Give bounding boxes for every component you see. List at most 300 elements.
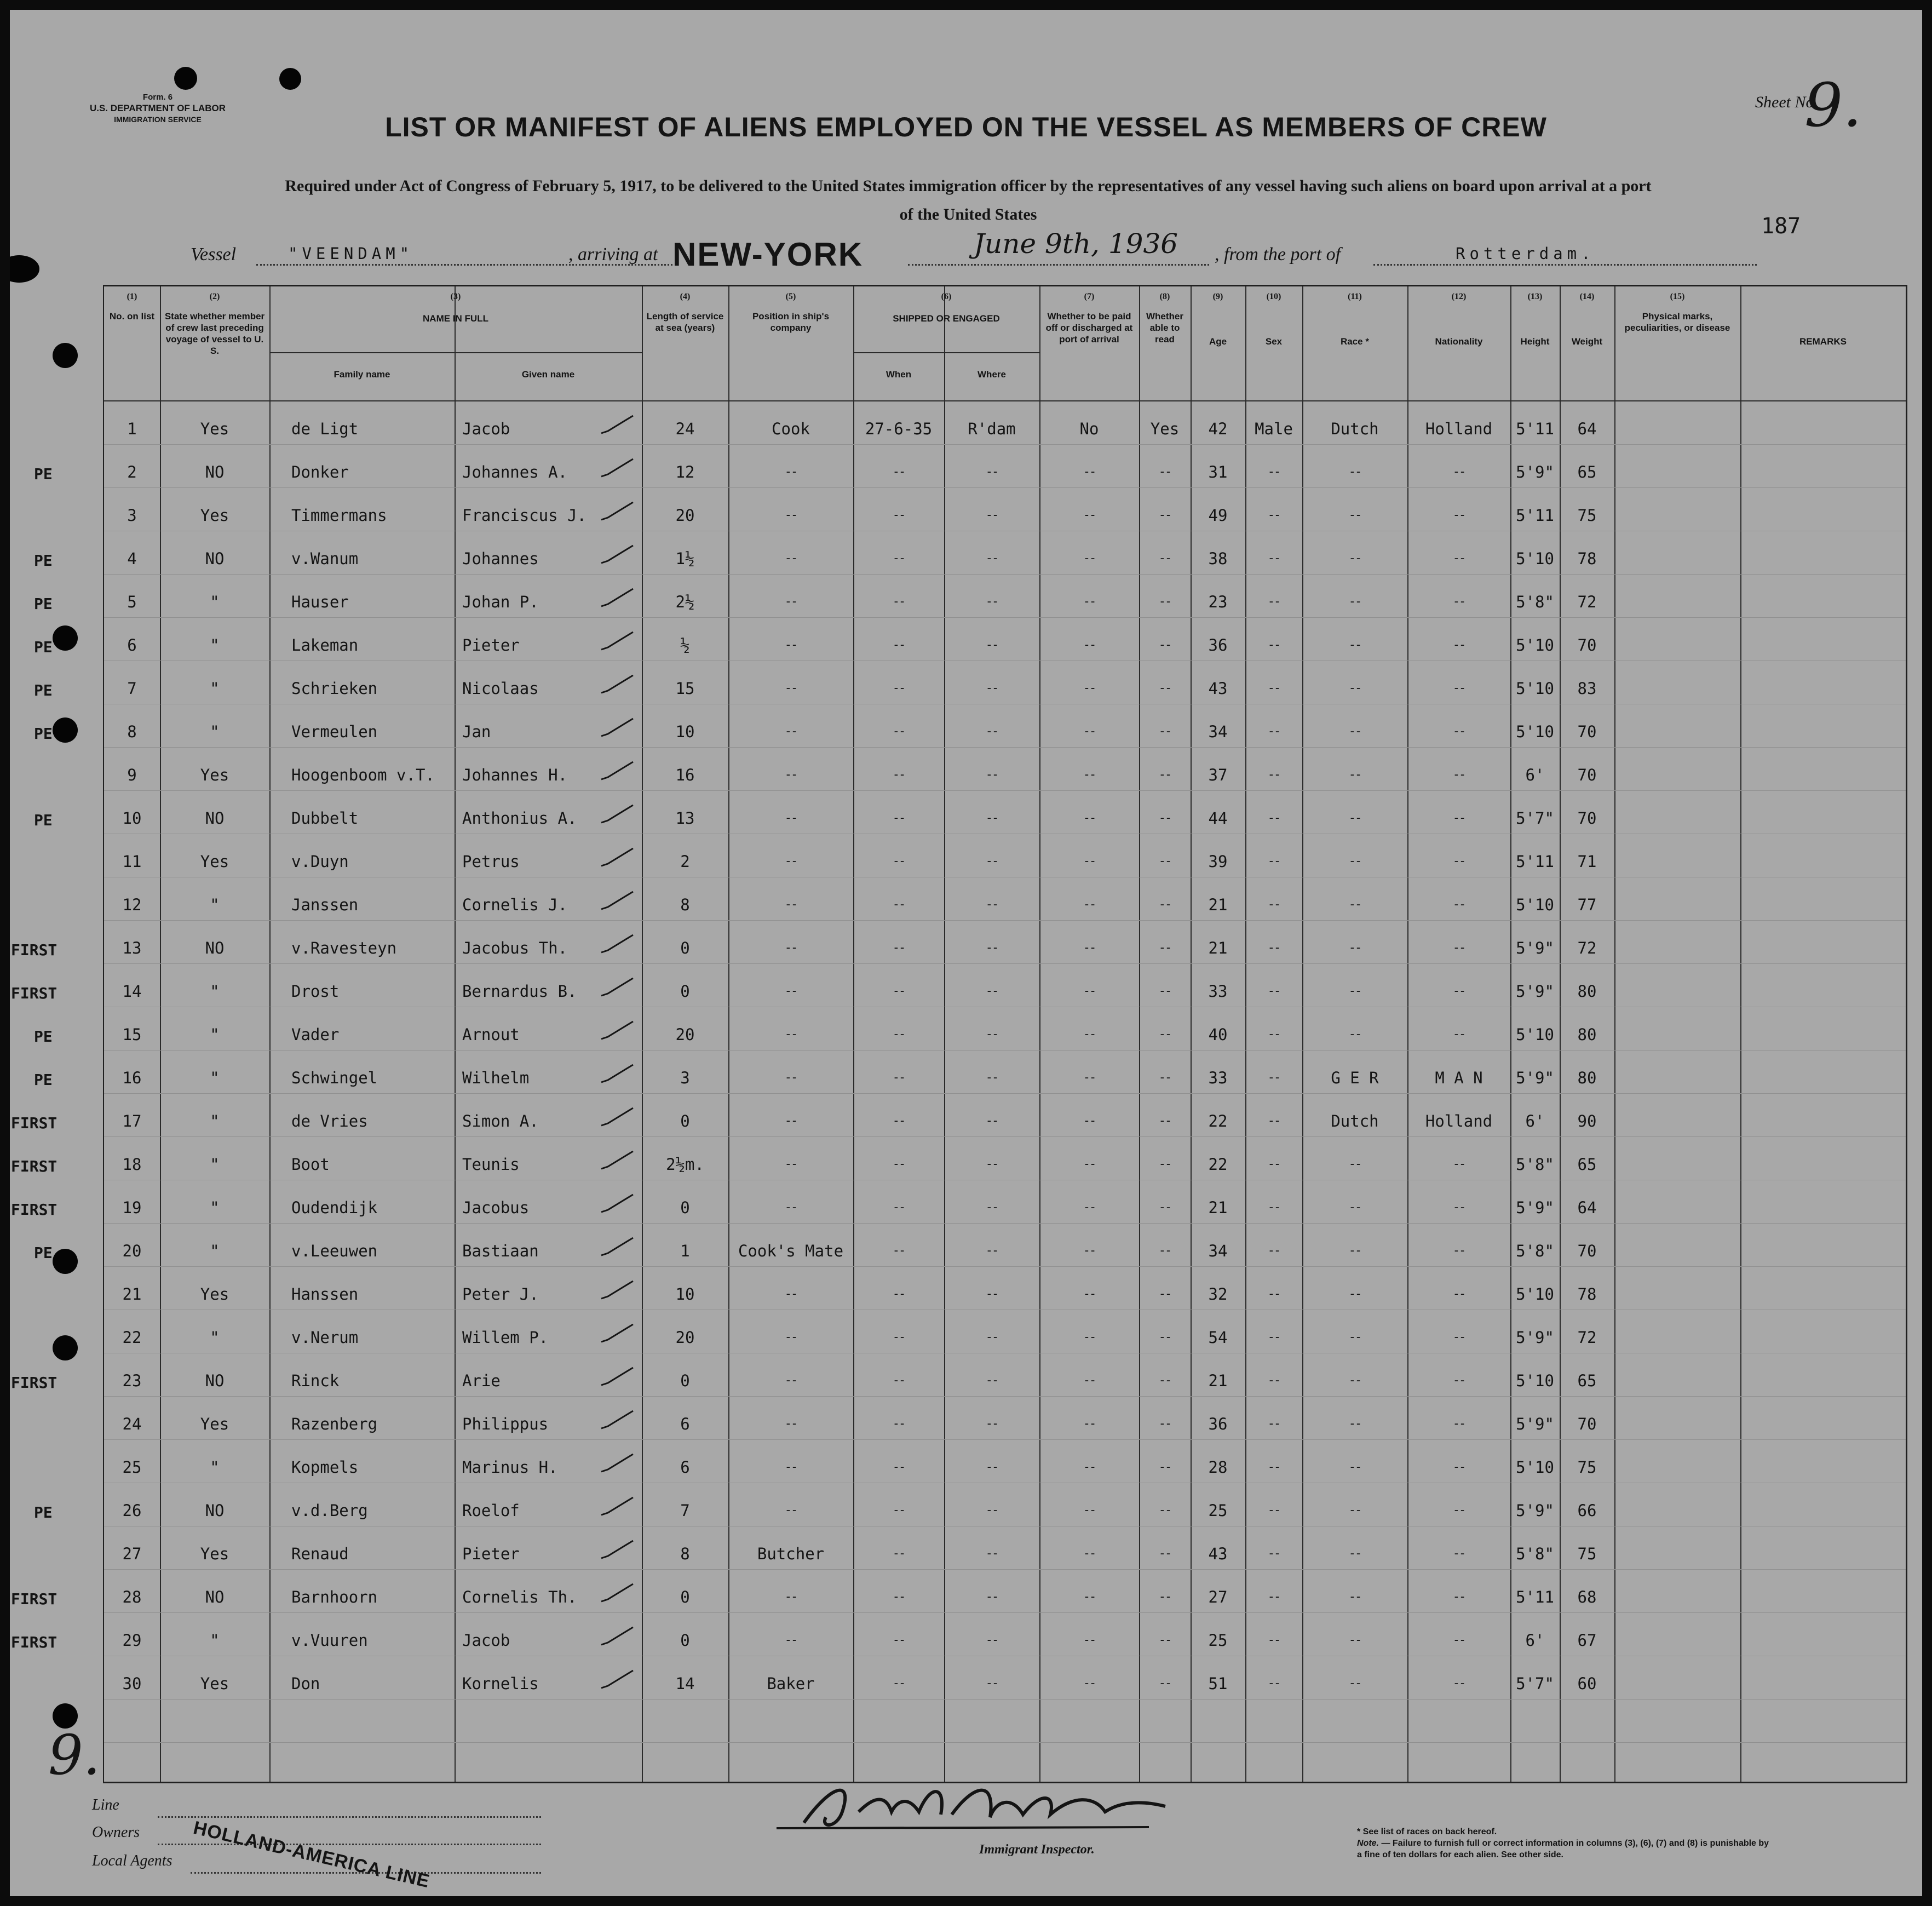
cell-position: -- — [784, 508, 797, 522]
cell-when: -- — [892, 811, 905, 825]
row-annotation: PE — [34, 725, 53, 743]
cell-given: Franciscus J. — [462, 506, 586, 525]
cell-no: 23 — [122, 1371, 142, 1390]
cell-nationality: -- — [1452, 1677, 1465, 1690]
cell-race: -- — [1348, 1547, 1361, 1560]
cell-given: Jan — [462, 722, 491, 741]
cell-nationality: M A N — [1435, 1069, 1483, 1087]
cell-no: 4 — [127, 549, 137, 568]
cell-family: Barnhoorn — [291, 1588, 378, 1606]
inspector-label: Immigrant Inspector. — [979, 1842, 1095, 1857]
cell-paid: -- — [1083, 681, 1096, 695]
cell-no: 30 — [122, 1674, 142, 1693]
cell-race: -- — [1348, 1374, 1361, 1387]
cell-no: 11 — [122, 852, 142, 871]
cell-race: -- — [1348, 1157, 1361, 1171]
cell-service: ½ — [680, 636, 690, 655]
cell-read: -- — [1158, 1114, 1171, 1128]
check-mark-icon — [598, 847, 636, 869]
cell-where: -- — [985, 1027, 998, 1041]
stamp-number: 187 — [1761, 214, 1801, 239]
cell-read: -- — [1158, 811, 1171, 825]
check-mark-icon — [598, 977, 636, 999]
cell-position: -- — [784, 595, 797, 608]
cell-sex: -- — [1267, 1157, 1280, 1171]
column-label: Height — [1520, 336, 1550, 347]
cell-age: 27 — [1208, 1588, 1228, 1606]
cell-race: Dutch — [1331, 420, 1379, 438]
cell-age: 51 — [1208, 1674, 1228, 1693]
cell-sex: -- — [1267, 725, 1280, 738]
cell-service: 0 — [680, 982, 690, 1001]
cell-family: v.Leeuwen — [291, 1242, 378, 1260]
column-label: Age — [1209, 336, 1227, 347]
cell-sex: -- — [1267, 465, 1280, 479]
cell-given: Kornelis — [462, 1674, 539, 1693]
cell-where: -- — [985, 854, 998, 868]
cell-nationality: -- — [1452, 1417, 1465, 1431]
cell-service: 3 — [680, 1069, 690, 1087]
cell-paid: -- — [1083, 1590, 1096, 1604]
cell-age: 32 — [1208, 1285, 1228, 1304]
cell-when: -- — [892, 898, 905, 911]
row-annotation: FIRST — [11, 984, 58, 1002]
cell-family: Lakeman — [291, 636, 359, 655]
cell-nationality: -- — [1452, 725, 1465, 738]
column-divider — [1614, 286, 1615, 1782]
cell-family: Schrieken — [291, 679, 378, 698]
cell-age: 38 — [1208, 549, 1228, 568]
cell-given: Simon A. — [462, 1112, 539, 1130]
column-number: (6) — [941, 292, 952, 301]
cell-race: -- — [1348, 1027, 1361, 1041]
column-number: (12) — [1451, 292, 1467, 301]
cell-age: 33 — [1208, 982, 1228, 1001]
cell-height: 5'10 — [1516, 549, 1554, 568]
page-title: LIST OR MANIFEST OF ALIENS EMPLOYED ON THE VESSEL AS MEMBERS OF CREW — [385, 112, 1547, 142]
cell-when: -- — [892, 1201, 905, 1214]
cell-read: -- — [1158, 725, 1171, 738]
cell-position: -- — [784, 1460, 797, 1474]
cell-where: -- — [985, 1330, 998, 1344]
check-mark-icon — [598, 1626, 636, 1648]
cell-paid: -- — [1083, 1677, 1096, 1690]
cell-height: 5'8" — [1516, 1545, 1554, 1563]
cell-sex: -- — [1267, 1677, 1280, 1690]
cell-paid: -- — [1083, 1071, 1096, 1084]
check-mark-icon — [598, 1150, 636, 1172]
cell-where: -- — [985, 898, 998, 911]
cell-race: -- — [1348, 1590, 1361, 1604]
cell-service: 10 — [675, 1285, 695, 1304]
cell-when: -- — [892, 681, 905, 695]
cell-sex: Male — [1255, 420, 1293, 438]
vessel-label: Vessel — [191, 244, 237, 265]
cell-nationality: -- — [1452, 552, 1465, 565]
cell-weight: 70 — [1577, 766, 1597, 784]
crew-table — [11, 285, 1907, 1783]
cell-sex: -- — [1267, 811, 1280, 825]
cell-race: -- — [1348, 1633, 1361, 1647]
cell-age: 36 — [1208, 636, 1228, 655]
subheader-family: Family name — [334, 369, 390, 380]
row-guide-line — [104, 920, 1906, 921]
cell-family: Renaud — [291, 1545, 349, 1563]
cell-sex: -- — [1267, 898, 1280, 911]
cell-given: Cornelis J. — [462, 895, 568, 914]
cell-service: 2 — [680, 852, 690, 871]
cell-race: -- — [1348, 465, 1361, 479]
column-label: Sex — [1265, 336, 1283, 347]
cell-nationality: -- — [1452, 1460, 1465, 1474]
cell-read: -- — [1158, 1417, 1171, 1431]
cell-nationality: -- — [1452, 854, 1465, 868]
check-mark-icon — [598, 891, 636, 912]
cell-given: Arnout — [462, 1025, 520, 1044]
row-guide-line — [104, 444, 1906, 445]
cell-position: -- — [784, 984, 797, 998]
cell-age: 21 — [1208, 895, 1228, 914]
cell-position: -- — [784, 1417, 797, 1431]
cell-race: -- — [1348, 1677, 1361, 1690]
cell-given: Willem P. — [462, 1328, 549, 1347]
cell-age: 39 — [1208, 852, 1228, 871]
column-number: (15) — [1670, 292, 1685, 301]
cell-height: 6' — [1525, 1631, 1545, 1650]
cell-prev: NO — [205, 939, 225, 957]
cell-nationality: -- — [1452, 1027, 1465, 1041]
cell-no: 7 — [127, 679, 137, 698]
manifest-sheet — [10, 10, 1922, 1896]
cell-weight: 80 — [1577, 982, 1597, 1001]
column-number: (7) — [1084, 292, 1095, 301]
check-mark-icon — [598, 1280, 636, 1302]
row-guide-line — [104, 1266, 1906, 1267]
cell-nationality: -- — [1452, 1374, 1465, 1387]
subheader-divider — [104, 400, 1906, 401]
cell-when: -- — [892, 1071, 905, 1084]
cell-read: -- — [1158, 552, 1171, 565]
check-mark-icon — [598, 1410, 636, 1432]
row-guide-line — [104, 1569, 1906, 1570]
cell-height: 5'9" — [1516, 982, 1554, 1001]
cell-read: -- — [1158, 1503, 1171, 1517]
cell-sex: -- — [1267, 1201, 1280, 1214]
cell-read: -- — [1158, 681, 1171, 695]
cell-age: 40 — [1208, 1025, 1228, 1044]
cell-sex: -- — [1267, 1027, 1280, 1041]
cell-read: -- — [1158, 1330, 1171, 1344]
cell-when: -- — [892, 1114, 905, 1128]
cell-read: -- — [1158, 1157, 1171, 1171]
check-mark-icon — [598, 717, 636, 739]
cell-where: R'dam — [968, 420, 1016, 438]
cell-nationality: -- — [1452, 595, 1465, 608]
cell-where: -- — [985, 768, 998, 782]
cell-position: Cook's Mate — [738, 1242, 844, 1260]
note-label: Note. — [1357, 1839, 1379, 1848]
cell-nationality: -- — [1452, 898, 1465, 911]
column-label: SHIPPED OR ENGAGED — [893, 313, 1000, 324]
column-label: Length of service at sea (years) — [646, 311, 724, 333]
cell-height: 5'10 — [1516, 1458, 1554, 1477]
cell-no: 14 — [122, 982, 142, 1001]
vessel-name: "VEENDAM" — [288, 244, 414, 263]
cell-where: -- — [985, 1287, 998, 1301]
check-mark-icon — [598, 1540, 636, 1561]
cell-when: -- — [892, 768, 905, 782]
cell-age: 36 — [1208, 1415, 1228, 1433]
cell-position: Cook — [772, 420, 810, 438]
department-name: U.S. DEPARTMENT OF LABOR — [89, 103, 226, 113]
punch-hole — [53, 343, 78, 368]
cell-read: -- — [1158, 595, 1171, 608]
cell-position: -- — [784, 1287, 797, 1301]
cell-prev: Yes — [200, 506, 229, 525]
cell-where: -- — [985, 1677, 998, 1690]
cell-sex: -- — [1267, 1330, 1280, 1344]
cell-age: 21 — [1208, 939, 1228, 957]
check-mark-icon — [598, 588, 636, 610]
cell-paid: No — [1079, 420, 1099, 438]
row-annotation: PE — [34, 681, 53, 699]
cell-paid: -- — [1083, 1503, 1096, 1517]
cell-given: Arie — [462, 1371, 501, 1390]
cell-weight: 68 — [1577, 1588, 1597, 1606]
cell-age: 25 — [1208, 1501, 1228, 1520]
cell-paid: -- — [1083, 1460, 1096, 1474]
cell-family: Kopmels — [291, 1458, 359, 1477]
cell-prev: NO — [205, 549, 225, 568]
cell-service: 6 — [680, 1458, 690, 1477]
column-number: (4) — [680, 292, 691, 301]
cell-read: -- — [1158, 854, 1171, 868]
check-mark-icon — [598, 674, 636, 696]
row-annotation: PE — [34, 1503, 53, 1522]
cell-read: -- — [1158, 1590, 1171, 1604]
cell-when: -- — [892, 1460, 905, 1474]
cell-weight: 64 — [1577, 420, 1597, 438]
cell-service: 6 — [680, 1415, 690, 1433]
cell-race: -- — [1348, 508, 1361, 522]
cell-when: -- — [892, 595, 905, 608]
row-annotation: PE — [34, 1071, 53, 1089]
check-mark-icon — [598, 415, 636, 437]
cell-sex: -- — [1267, 1244, 1280, 1258]
cell-service: 0 — [680, 1371, 690, 1390]
inspector-signature — [766, 1763, 1182, 1834]
cell-weight: 75 — [1577, 1458, 1597, 1477]
cell-prev: " — [210, 1025, 220, 1044]
row-guide-line — [104, 1223, 1906, 1224]
cell-read: -- — [1158, 1244, 1171, 1258]
column-number: (10) — [1266, 292, 1281, 301]
cell-given: Johannes — [462, 549, 539, 568]
cell-read: -- — [1158, 1287, 1171, 1301]
cell-no: 12 — [122, 895, 142, 914]
cell-read: -- — [1158, 465, 1171, 479]
cell-race: -- — [1348, 768, 1361, 782]
cell-read: -- — [1158, 1027, 1171, 1041]
cell-paid: -- — [1083, 725, 1096, 738]
cell-service: 20 — [675, 1025, 695, 1044]
sheet-number: 9. — [1804, 70, 1862, 140]
cell-when: -- — [892, 1677, 905, 1690]
arriving-label: , arriving at — [568, 244, 658, 265]
cell-given: Jacob — [462, 1631, 510, 1650]
cell-where: -- — [985, 984, 998, 998]
cell-sex: -- — [1267, 1547, 1280, 1560]
cell-paid: -- — [1083, 552, 1096, 565]
cell-position: -- — [784, 1114, 797, 1128]
row-annotation: PE — [34, 638, 53, 656]
cell-position: Butcher — [757, 1545, 825, 1563]
cell-given: Bastiaan — [462, 1242, 539, 1260]
cell-position: -- — [784, 1157, 797, 1171]
cell-weight: 66 — [1577, 1501, 1597, 1520]
cell-position: -- — [784, 1503, 797, 1517]
cell-paid: -- — [1083, 595, 1096, 608]
cell-service: 16 — [675, 766, 695, 784]
cell-family: Hoogenboom v.T. — [291, 766, 435, 784]
cell-service: 0 — [680, 1198, 690, 1217]
cell-given: Johan P. — [462, 593, 539, 611]
check-mark-icon — [598, 501, 636, 523]
cell-height: 5'9" — [1516, 1328, 1554, 1347]
cell-no: 13 — [122, 939, 142, 957]
cell-when: -- — [892, 1287, 905, 1301]
punch-hole — [10, 255, 39, 283]
cell-nationality: -- — [1452, 984, 1465, 998]
cell-service: 1½ — [675, 549, 695, 568]
line-stamp: HOLLAND-AMERICA LINE — [191, 1817, 432, 1892]
cell-where: -- — [985, 1114, 998, 1128]
cell-race: -- — [1348, 854, 1361, 868]
cell-height: 5'7" — [1516, 809, 1554, 828]
cell-family: Rinck — [291, 1371, 340, 1390]
cell-service: 0 — [680, 1112, 690, 1130]
arrival-port: NEW-YORK — [672, 236, 864, 273]
cell-weight: 70 — [1577, 809, 1597, 828]
cell-when: -- — [892, 1417, 905, 1431]
cell-family: Schwingel — [291, 1069, 378, 1087]
cell-family: Vader — [291, 1025, 340, 1044]
cell-when: -- — [892, 1547, 905, 1560]
cell-family: Janssen — [291, 895, 359, 914]
cell-weight: 60 — [1577, 1674, 1597, 1693]
cell-height: 5'10 — [1516, 679, 1554, 698]
line-label: Line — [92, 1796, 119, 1813]
cell-weight: 70 — [1577, 636, 1597, 655]
cell-read: -- — [1158, 1677, 1171, 1690]
cell-given: Johannes A. — [462, 463, 568, 481]
cell-nationality: -- — [1452, 1590, 1465, 1604]
cell-where: -- — [985, 508, 998, 522]
cell-nationality: -- — [1452, 508, 1465, 522]
cell-where: -- — [985, 552, 998, 565]
cell-race: -- — [1348, 1417, 1361, 1431]
cell-paid: -- — [1083, 1244, 1096, 1258]
cell-given: Nicolaas — [462, 679, 539, 698]
column-number: (11) — [1348, 292, 1362, 301]
cell-age: 22 — [1208, 1155, 1228, 1174]
cell-position: -- — [784, 811, 797, 825]
row-guide-line — [104, 1136, 1906, 1137]
cell-no: 8 — [127, 722, 137, 741]
cell-service: 10 — [675, 722, 695, 741]
cell-read: -- — [1158, 1374, 1171, 1387]
cell-no: 29 — [122, 1631, 142, 1650]
cell-prev: NO — [205, 1501, 225, 1520]
cell-when: -- — [892, 1374, 905, 1387]
cell-race: G E R — [1331, 1069, 1379, 1087]
cell-prev: " — [210, 1242, 220, 1260]
cell-where: -- — [985, 725, 998, 738]
cell-prev: " — [210, 1155, 220, 1174]
cell-sex: -- — [1267, 984, 1280, 998]
cell-when: -- — [892, 1590, 905, 1604]
cell-read: -- — [1158, 941, 1171, 955]
cell-age: 44 — [1208, 809, 1228, 828]
cell-paid: -- — [1083, 508, 1096, 522]
cell-nationality: -- — [1452, 941, 1465, 955]
cell-no: 19 — [122, 1198, 142, 1217]
cell-no: 28 — [122, 1588, 142, 1606]
cell-position: -- — [784, 552, 797, 565]
cell-height: 5'9" — [1516, 939, 1554, 957]
cell-service: 8 — [680, 1545, 690, 1563]
cell-weight: 83 — [1577, 679, 1597, 698]
sheet-label: Sheet No. — [1755, 93, 1818, 111]
cell-when: -- — [892, 1503, 905, 1517]
row-annotation: PE — [34, 1027, 53, 1046]
cell-family: Drost — [291, 982, 340, 1001]
cell-family: de Ligt — [291, 420, 359, 438]
cell-position: -- — [784, 898, 797, 911]
cell-family: v.Duyn — [291, 852, 349, 871]
races-note: * See list of races on back hereof. — [1357, 1827, 1497, 1836]
cell-where: -- — [985, 1633, 998, 1647]
cell-when: -- — [892, 941, 905, 955]
check-mark-icon — [598, 458, 636, 480]
cell-sex: -- — [1267, 638, 1280, 652]
column-number: (14) — [1579, 292, 1595, 301]
cell-where: -- — [985, 1374, 998, 1387]
cell-age: 23 — [1208, 593, 1228, 611]
cell-no: 22 — [122, 1328, 142, 1347]
punch-hole — [53, 717, 78, 743]
cell-paid: -- — [1083, 898, 1096, 911]
punch-hole — [53, 625, 78, 651]
cell-age: 43 — [1208, 1545, 1228, 1563]
cell-prev: " — [210, 722, 220, 741]
cell-sex: -- — [1267, 508, 1280, 522]
cell-height: 5'9" — [1516, 463, 1554, 481]
cell-where: -- — [985, 1157, 998, 1171]
cell-family: Dubbelt — [291, 809, 359, 828]
cell-service: 12 — [675, 463, 695, 481]
cell-age: 54 — [1208, 1328, 1228, 1347]
cell-family: de Vries — [291, 1112, 368, 1130]
cell-prev: NO — [205, 1371, 225, 1390]
cell-service: 0 — [680, 939, 690, 957]
cell-prev: Yes — [200, 1285, 229, 1304]
check-mark-icon — [598, 1193, 636, 1215]
cell-read: -- — [1158, 1547, 1171, 1560]
cell-service: 2½m. — [666, 1155, 704, 1174]
cell-no: 6 — [127, 636, 137, 655]
cell-age: 28 — [1208, 1458, 1228, 1477]
